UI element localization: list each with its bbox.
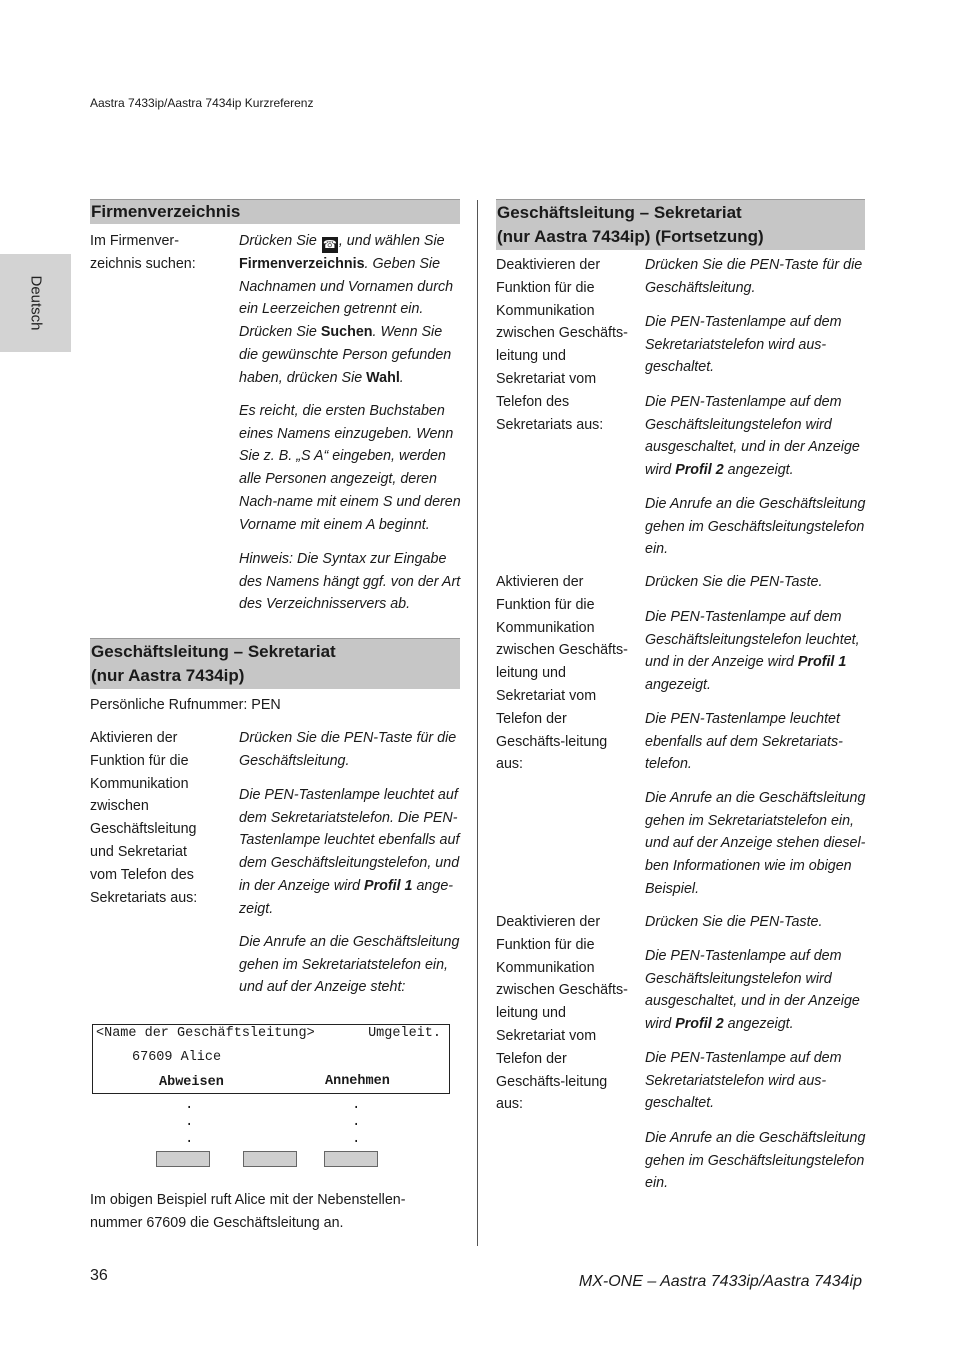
language-tab-label: Deutsch <box>27 275 44 331</box>
leader-dot: . <box>352 1114 361 1130</box>
section-title-firmenverzeichnis <box>90 199 460 224</box>
firmen-label <box>90 230 230 276</box>
block3-step1: Drücken Sie die PEN-Taste. <box>645 914 823 930</box>
gs-activate-manager-label: Aktivieren der Funktion für die Kommunikation zwischen Geschäfts-leitung und Sekretariat vom Telefon der Geschäfts-leitung aus: <box>496 574 628 773</box>
text-run: angezeigt. <box>723 462 794 479</box>
term-profil-2: Profil 2 <box>675 462 724 479</box>
column-divider <box>477 200 478 1246</box>
text-run: ange-zeigt. <box>239 877 454 917</box>
leader-dot: . <box>185 1131 194 1147</box>
text-run: angezeigt. <box>723 1016 794 1033</box>
section-title-fortsetzung <box>496 199 865 250</box>
display-number-name: 67609 Alice <box>132 1050 222 1065</box>
display-caller-line: <Name der Geschäftsleitung> <box>96 1026 315 1041</box>
firmen-instruction <box>239 230 463 389</box>
block3-step3: Die PEN-Tastenlampe auf dem Sekretariatstelefon wird aus-geschaltet. <box>645 1050 842 1112</box>
block1-step1: Drücken Sie die PEN-Taste für die Geschäftsleitung. <box>645 257 863 296</box>
display-softkey-accept: Annehmen <box>325 1074 390 1089</box>
term-profil-2: Profil 2 <box>675 1016 724 1033</box>
softkey-left[interactable] <box>156 1151 210 1167</box>
pen-number-line: Persönliche Rufnummer: PEN <box>90 697 281 713</box>
block2-step2 <box>645 606 867 697</box>
block2-step4: Die Anrufe an die Geschäftsleitung gehen im Sekretariatstelefon ein, und auf der Anzeige stehen diesel-ben Informationen wie im obigen Beispiel. <box>645 790 866 897</box>
section-title-geschaeftsleitung <box>90 638 460 689</box>
page-number: 36 <box>90 1267 108 1284</box>
firmen-note-syntax: Hinweis: Die Syntax zur Eingabe des Namens hängt ggf. von der Art des Verzeichnisservers ab. <box>239 551 461 613</box>
firmen-label-line: Im Firmenver- <box>90 233 179 249</box>
gs-activate-step2 <box>239 784 461 920</box>
leader-dot: . <box>185 1114 194 1130</box>
block3-step2 <box>645 945 867 1036</box>
leader-dot: . <box>352 1097 361 1113</box>
text-run: Die PEN-Tastenlampe auf dem Geschäftsleitungstelefon wird ausgeschaltet, und in der Anzeige wird <box>645 948 860 1033</box>
term-wahl: Wahl <box>366 369 400 386</box>
leader-dot: . <box>185 1097 194 1113</box>
text-run: Die PEN-Tastenlampe auf dem Geschäftsleitungstelefon wird ausgeschaltet, und in der Anzeige wird <box>645 394 860 479</box>
text-run: Die PEN-Tastenlampe auf dem Geschäftsleitungstelefon leuchtet, und in der Anzeige wird <box>645 609 860 671</box>
block3-step4: Die Anrufe an die Geschäftsleitung gehen im Geschäftsleitungstelefon ein. <box>645 1130 866 1192</box>
text-run: Die PEN-Tastenlampe leuchtet auf dem Sekretariatstelefon. Die PEN-Tastenlampe leuchtet ebenfalls auf dem Geschäftsleitungstelefon, und in der Anzeige wird <box>239 787 460 894</box>
text-run: , und wählen Sie <box>338 233 445 249</box>
text-run: Drücken Sie <box>239 233 321 249</box>
leader-dot: . <box>352 1131 361 1147</box>
block1-step3 <box>645 391 867 482</box>
softkey-right[interactable] <box>324 1151 378 1167</box>
running-header: Aastra 7433ip/Aastra 7434ip Kurzreferenz <box>90 96 314 110</box>
text-run: . Wenn Sie die gewünschte Person gefunden haben, drücken Sie <box>239 324 452 386</box>
section-title-text: Firmenverzeichnis <box>91 202 241 221</box>
block2-step3: Die PEN-Tastenlampe leuchtet ebenfalls auf dem Sekretariats-telefon. <box>645 711 843 773</box>
term-profil-1: Profil 1 <box>797 654 847 671</box>
gs-deactivate-manager-label: Deaktivieren der Funktion für die Kommunikation zwischen Geschäfts-leitung und Sekretariat vom Telefon der Geschäfts-leitung aus: <box>496 914 628 1113</box>
display-status: Umgeleit. <box>368 1026 441 1041</box>
term-profil-1: Profil 1 <box>364 877 413 894</box>
text-run: angezeigt. <box>645 677 711 694</box>
term-suchen: Suchen <box>320 324 373 341</box>
softkey-middle[interactable] <box>243 1151 297 1167</box>
phone-display <box>92 1024 450 1094</box>
section-title-text: Geschäftsleitung – Sekretariat <box>91 642 336 661</box>
gs-activate-label: Aktivieren der Funktion für die Kommunikation zwischen Geschäftsleitung und Sekretariat vom Telefon des Sekretariats aus: <box>90 730 198 906</box>
term-firmenverzeichnis: Firmenverzeichnis <box>239 256 365 272</box>
gs-activate-step3: Die Anrufe an die Geschäftsleitung gehen im Sekretariatstelefon ein, und auf der Anzeige steht: <box>239 934 460 996</box>
language-tab <box>0 254 71 352</box>
block1-step2: Die PEN-Tastenlampe auf dem Sekretariatstelefon wird aus-geschaltet. <box>645 314 842 376</box>
display-softkey-reject: Abweisen <box>159 1075 224 1090</box>
footer-title: MX-ONE – Aastra 7433ip/Aastra 7434ip <box>578 1273 862 1290</box>
gs-deactivate-secretary-label: Deaktivieren der Funktion für die Kommunikation zwischen Geschäfts-leitung und Sekretariat vom Telefon des Sekretariats aus: <box>496 257 628 433</box>
text-run: . Geben Sie Nachnamen und Vornamen durch ein Leerzeichen getrennt ein. Drücken Sie <box>239 256 454 341</box>
firmen-label-line: zeichnis suchen: <box>90 255 196 272</box>
gs-activate-step1: Drücken Sie die PEN-Taste für die Geschäftsleitung. <box>239 730 457 769</box>
section-title-text: (nur Aastra 7434ip) (Fortsetzung) <box>497 227 764 246</box>
block2-step1: Drücken Sie die PEN-Taste. <box>645 574 823 590</box>
block1-step4: Die Anrufe an die Geschäftsleitung gehen im Geschäftsleitungstelefon ein. <box>645 496 866 558</box>
section-title-text: (nur Aastra 7434ip) <box>91 666 245 685</box>
example-caption: Im obigen Beispiel ruft Alice mit der Nebenstellen-nummer 67609 die Geschäftsleitung an. <box>90 1192 406 1231</box>
section-title-text: Geschäftsleitung – Sekretariat <box>497 203 742 222</box>
directory-icon: ☎ <box>323 239 337 251</box>
firmen-note-search: Es reicht, die ersten Buchstaben eines Namens einzugeben. Wenn Sie z. B. „S A“ eingeben, werden alle Personen angezeigt, deren Nach-name mit einem S und deren Vorname mit einem A beginnt. <box>239 403 461 533</box>
text-run: . <box>399 369 404 386</box>
